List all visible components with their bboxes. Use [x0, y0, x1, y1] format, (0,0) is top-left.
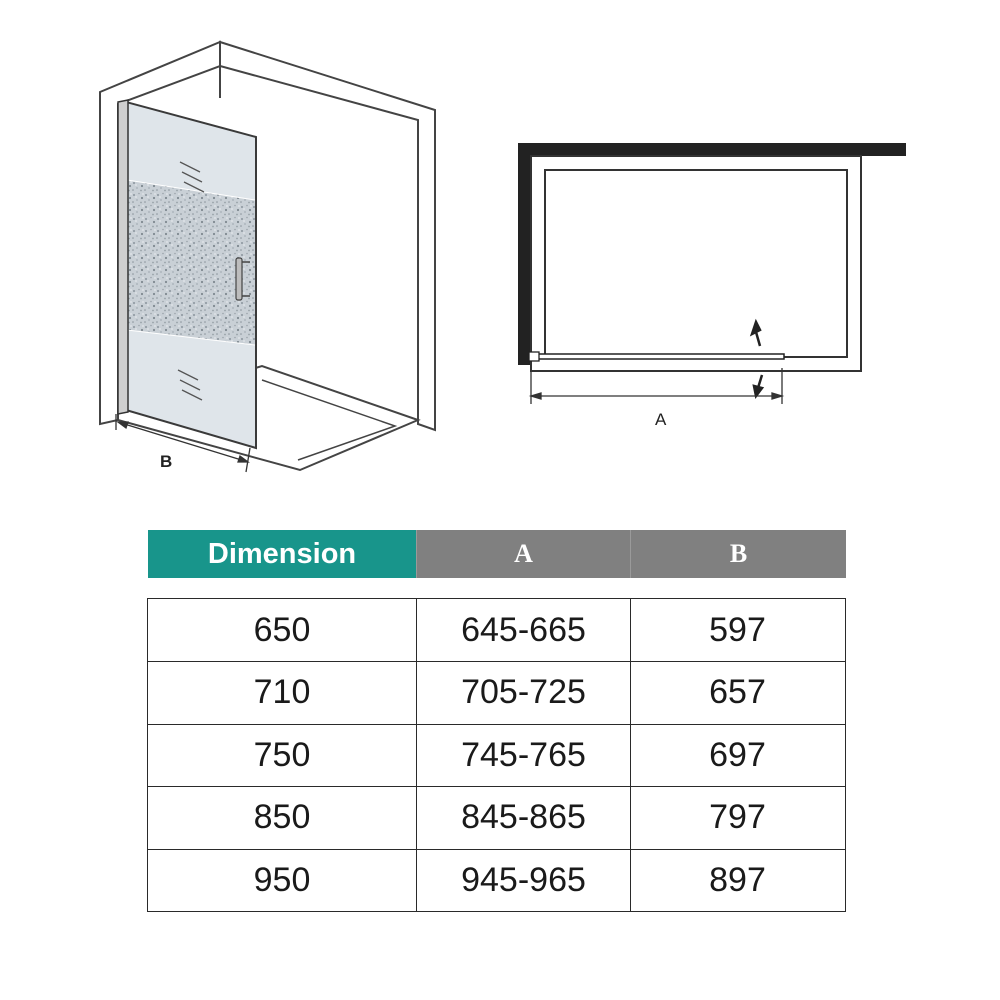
table-row: [148, 849, 845, 912]
cell-dimension: 750: [253, 735, 311, 774]
cell-a: 645-665: [416, 599, 630, 662]
table-row: [148, 662, 845, 725]
plan-side-wall: [518, 143, 531, 365]
cell-dimension: 710: [253, 673, 311, 712]
cell-a: 745-765: [416, 724, 630, 787]
cell-a: 705-725: [416, 662, 630, 725]
cell-b: 797: [630, 787, 844, 850]
table-row: [148, 787, 845, 850]
cell-b: 897: [630, 849, 844, 912]
cell-a: 945-965: [416, 849, 630, 912]
cell-b: 657: [630, 662, 844, 725]
dimension-b-label: B: [160, 452, 173, 471]
plan-tray-inner: [545, 170, 847, 357]
cell-dimension: 650: [253, 610, 311, 649]
cell-b: 597: [630, 599, 844, 662]
cell-dimension: 850: [253, 798, 311, 837]
cell-a: 845-865: [416, 787, 630, 850]
table-row: [148, 599, 845, 662]
header-b: B: [630, 530, 846, 578]
pivot-arrow-down: [754, 375, 762, 396]
header-dimension: Dimension: [148, 530, 416, 578]
plan-back-wall: [518, 143, 906, 156]
header-a: A: [416, 530, 630, 578]
wall-profile: [118, 100, 128, 414]
dimension-a-line: [531, 368, 782, 404]
plan-glass-panel: [531, 354, 784, 359]
cell-dimension: 950: [253, 860, 311, 899]
dimension-a-label: A: [655, 410, 667, 429]
table-row: [148, 724, 845, 787]
plan-view-diagram: [518, 143, 906, 404]
dimension-table: [147, 598, 846, 912]
cell-b: 697: [630, 724, 844, 787]
